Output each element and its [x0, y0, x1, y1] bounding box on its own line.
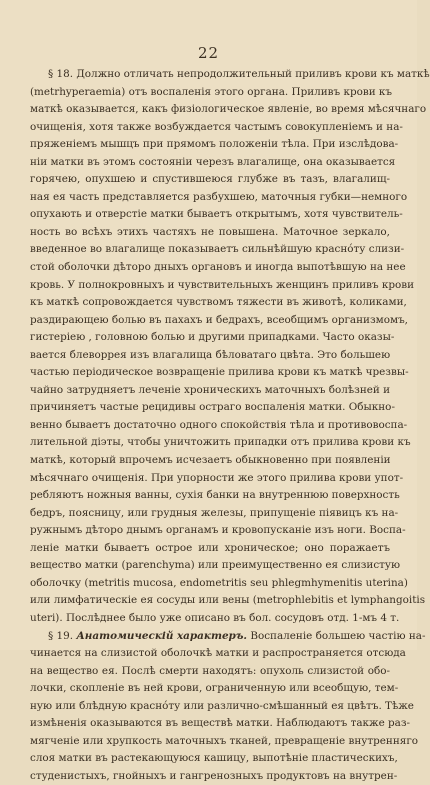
text-line: чайно затрудняетъ леченіе хроническихъ маточныхъ болѣзней и: [30, 382, 390, 400]
text-line: оболочку (metritis mucosa, endometritis seu phlegmhymenitis uterina): [30, 575, 390, 593]
text-line: вается блеворрея изъ влагалища бѣловатаго цвѣта. Это большею: [30, 347, 390, 365]
text-line: измѣненія оказываются въ веществѣ матки. Наблюдаютъ также раз-: [30, 715, 390, 733]
text-line: на вещество ея. Послѣ смерти находятъ: опухоль слизистой обо-: [30, 663, 390, 681]
text-line: горячею, опухшею и спустившеюся глубже въ тазъ, влагалищ-: [30, 171, 390, 189]
text-line: введенное во влагалище показываетъ сильнѣйшую краснóту слизи-: [30, 241, 390, 259]
text-line: ребляютъ ножныя ванны, сухія банки на внутреннюю поверхность: [30, 487, 390, 505]
text-line: лочки, скопленіе въ ней крови, ограниченную или всеобщую, тем-: [30, 680, 390, 698]
text-line: uteri). Послѣднее было уже описано въ бол. сосудовъ отд. 1-мъ 4 т.: [30, 610, 390, 628]
text-line: студенистыхъ, гнойныхъ и гангренозныхъ продуктовъ на внутрен-: [30, 768, 390, 785]
text-line: маткѣ, который впрочемъ исчезаетъ обыкновенно при появленіи: [30, 452, 390, 470]
text-line: ніи матки въ этомъ состояніи черезъ влагалище, она оказывается: [30, 154, 390, 172]
paragraph-19-first-line: [30, 628, 390, 646]
page-body: [30, 66, 390, 785]
text-line: лительной діэты, чтобы уничтожить припадки отъ прилива крови къ: [30, 434, 390, 452]
text-line: раздирающею болью въ пахахъ и бедрахъ, всеобщимъ организмомъ,: [30, 312, 390, 330]
text-line: слоя матки въ растекающуюся кашицу, выпотѣніе пластическихъ,: [30, 750, 390, 768]
text-line: пряженіемъ мышцъ при прямомъ положеніи тѣла. При изслѣдова-: [30, 136, 390, 154]
text-line: маткѣ оказывается, какъ физіологическое явленіе, во время мѣсячнаго: [30, 101, 390, 119]
section-heading: Анатомическій характеръ.: [76, 630, 247, 642]
text-line: частью періодическое возвращеніе прилива крови къ маткѣ чрезвы-: [30, 364, 390, 382]
paragraph-19: [30, 628, 390, 785]
text-line: ружнымъ дѣторо днымъ органамъ и кровопусканіе изъ ноги. Воспа-: [30, 522, 390, 540]
text-line: вещество матки (parenchyma) или преимущественно ея слизистую: [30, 557, 390, 575]
text-line: стой оболочки дѣторо дныхъ органовъ и иногда выпотѣвшую на нее: [30, 259, 390, 277]
text-line: или лимфатическіе ея сосуды или вены (metrophlebitis et lymphangoitis: [30, 592, 390, 610]
text-line: причиняетъ частые рецидивы остраго воспаленія матки. Обыкно-: [30, 399, 390, 417]
text-line: венно бываетъ достаточно одного спокойствія тѣла и противовоспа-: [30, 417, 390, 435]
text-line: ную или блѣдную краснóту или различно-смѣшанный ея цвѣтъ. Тѣже: [30, 698, 390, 716]
text-line: опухають и отверстіе матки бываетъ открытымъ, хотя чувствитель-: [30, 206, 390, 224]
text-line: § 18. Должно отличать непродолжительный приливъ крови къ маткѣ: [30, 66, 390, 84]
text-line: (metrhyperaemia) отъ воспаленія этого органа. Приливъ крови къ: [30, 84, 390, 102]
text-line: ность во всѣхъ этихъ частяхъ не повышена. Маточное зеркало,: [30, 224, 390, 242]
text-line: чинается на слизистой оболочкѣ матки и распространяется отсюда: [30, 645, 390, 663]
section-number: § 19.: [48, 630, 73, 642]
page-number: 22: [0, 44, 417, 62]
text-line: мѣсячнаго очищенія. При упорности же этого прилива крови упот-: [30, 470, 390, 488]
text-line: мягченіе или хрупкость маточныхъ тканей, превращеніе внутренняго: [30, 733, 390, 751]
text-line: къ маткѣ сопровождается чувствомъ тяжести въ животѣ, коликами,: [30, 294, 390, 312]
section-first-line-text: Воспаленіе большею частію на-: [250, 630, 425, 642]
text-line: бедръ, поясницу, или грудныя железы, припущеніе піявицъ къ на-: [30, 505, 390, 523]
paragraph-18: [30, 66, 390, 628]
text-line: очищенія, хотя также возбуждается частымъ совокупленіемъ и на-: [30, 119, 390, 137]
text-line: кровь. У полнокровныхъ и чувствительныхъ женщинъ приливъ крови: [30, 277, 390, 295]
text-line: леніе матки бываетъ острое или хроническое; оно поражаетъ: [30, 540, 390, 558]
text-line: ная ея часть представляется разбухшею, маточныя губки—немного: [30, 189, 390, 207]
text-line: гистеріею , головною болью и другими припадками. Часто оказы-: [30, 329, 390, 347]
